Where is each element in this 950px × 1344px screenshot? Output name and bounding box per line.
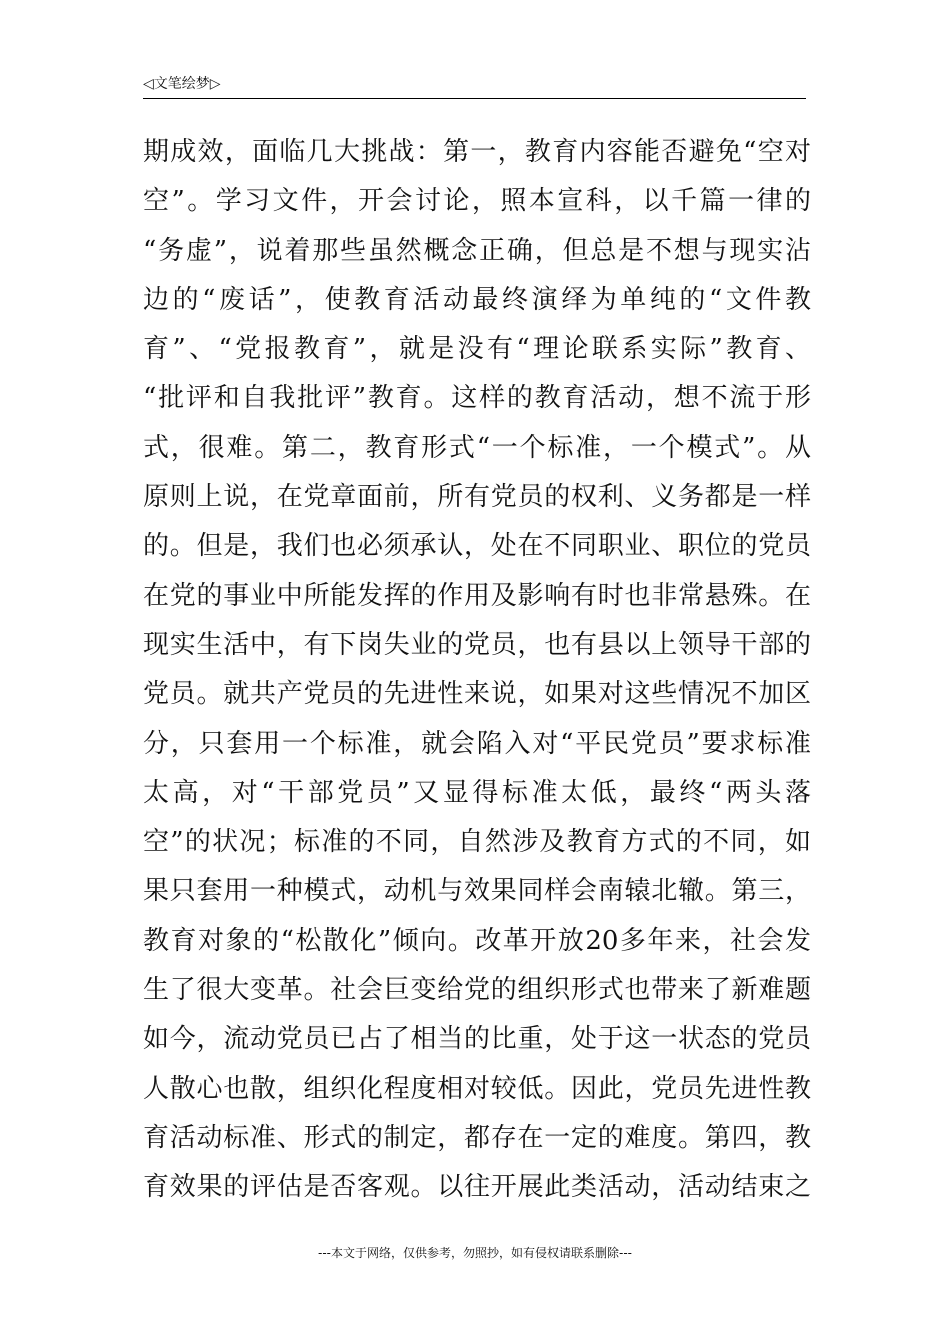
text-line: 空”。学习文件，开会讨论，照本宣科，以千篇一律的 [143, 186, 811, 217]
text-line: 期成效，面临几大挑战：第一，教育内容能否避免“空对 [143, 137, 811, 167]
text-line: 果只套用一种模式，动机与效果同样会南辕北辙。第三， [143, 876, 811, 907]
text-line: 原则上说，在党章面前，所有党员的权利、义务都是一样 [143, 482, 811, 513]
text-line: 育”、“党报教育”，就是没有“理论联系实际”教育、 [143, 334, 811, 365]
text-line: 现实生活中，有下岗失业的党员，也有县以上领导干部的 [143, 629, 811, 660]
text-line: “批评和自我批评”教育。这样的教育活动，想不流于形 [143, 383, 811, 414]
body-text [143, 128, 811, 1213]
text-line: 育效果的评估是否客观。以往开展此类活动，活动结束之 [143, 1172, 811, 1203]
header-label: ◁文笔绘梦▷ [143, 76, 221, 92]
text-line: 的。但是，我们也必须承认，处在不同职业、职位的党员 [143, 531, 811, 562]
page-footer: ---本文于网络，仅供参考，勿照抄，如有侵权请联系删除--- [318, 1246, 632, 1260]
text-line: 生了很大变革。社会巨变给党的组织形式也带来了新难题 [143, 975, 811, 1006]
text-line: 党员。就共产党员的先进性来说，如果对这些情况不加区 [143, 679, 811, 710]
text-line: “务虚”，说着那些虽然概念正确，但总是不想与现实沾 [143, 235, 811, 266]
page-header [143, 74, 806, 99]
text-line: 人散心也散，组织化程度相对较低。因此，党员先进性教 [143, 1073, 811, 1104]
text-line: 空”的状况；标准的不同，自然涉及教育方式的不同，如 [143, 827, 811, 858]
text-line: 育活动标准、形式的制定，都存在一定的难度。第四，教 [143, 1122, 811, 1153]
text-line: 如今，流动党员已占了相当的比重，处于这一状态的党员 [143, 1024, 811, 1055]
text-line: 太高，对“干部党员”又显得标准太低，最终“两头落 [143, 777, 811, 808]
text-line: 在党的事业中所能发挥的作用及影响有时也非常悬殊。在 [143, 580, 811, 611]
text-line: 教育对象的“松散化”倾向。改革开放20多年来，社会发 [143, 925, 811, 956]
text-line: 分，只套用一个标准，就会陷入对“平民党员”要求标准 [143, 728, 811, 759]
text-line: 式，很难。第二，教育形式“一个标准，一个模式”。从 [143, 432, 811, 463]
text-line: 边的“废话”，使教育活动最终演绎为单纯的“文件教 [143, 284, 811, 315]
